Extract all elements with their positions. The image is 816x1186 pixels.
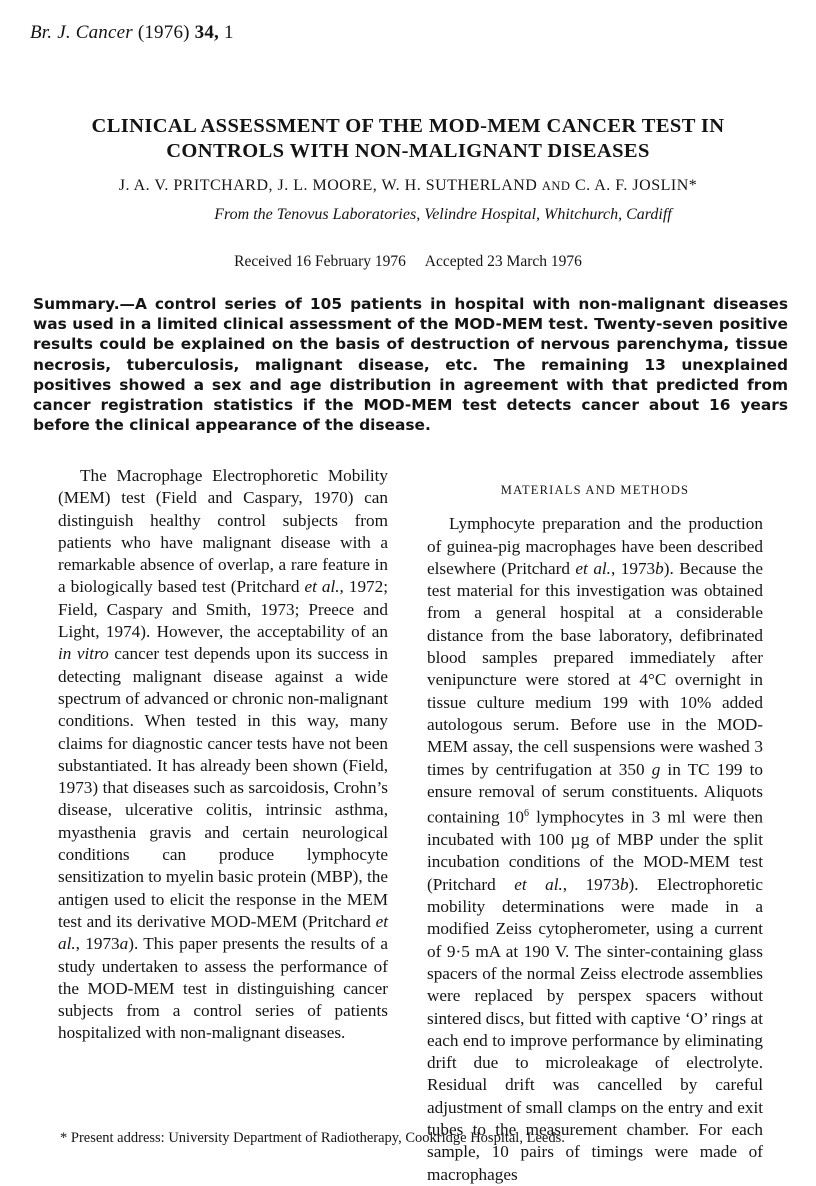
author-list	[0, 177, 816, 195]
received-dates	[0, 253, 816, 271]
text-run: The Macrophage Electrophoretic Mobility (MEM) test (Field and Caspary, 1970) can distinguish healthy control subjects from patients who have malignant disease with a remarkable absence of overlap, a rare feature in a biologically based test (Pritchard	[58, 466, 388, 597]
text-run: ). This paper presents the results of a study undertaken to assess the performance of the MOD-MEM test in distinguishing cancer subjects from a control series of patients hospitalized with non-malignant diseases.	[58, 934, 388, 1043]
text-run: Lymphocyte preparation and the production of guinea-pig macrophages have been described elsewhere (Pritchard	[427, 514, 763, 578]
section-heading: MATERIALS AND METHODS	[500, 483, 690, 497]
text-run-italic: b	[655, 558, 664, 578]
title-line-1: CLINICAL ASSESSMENT OF THE MOD-MEM CANCER TEST IN	[91, 115, 725, 137]
footnote: * Present address: University Department of Radiotherapy, Cookridge Hospital, Leeds.	[60, 1130, 565, 1146]
body-column-left	[58, 465, 388, 1045]
author-last: C. A. F. JOSLIN*	[574, 177, 698, 194]
journal-year: (1976)	[137, 22, 190, 43]
journal-name: Br. J. Cancer	[30, 22, 133, 43]
text-run: , 1973	[75, 934, 120, 954]
summary-label: Summary.—	[33, 295, 135, 313]
author-names: J. A. V. PRITCHARD, J. L. MOORE, W. H. SUTHERLAND	[118, 177, 538, 194]
journal-citation	[30, 22, 234, 44]
summary-text: A control series of 105 patients in hospital with non-malignant diseases was used in a limited clinical assessment of the MOD-MEM test. Twenty-seven positive results could be explained on the basis of destruction of nervous parenchyma, tissue necrosis, tuberculosis, malignant disease, etc. The remaining 13 unexplained positives showed a sex and age distribution in agreement with that predicted from cancer registration statistics if the MOD-MEM test detects cancer about 16 years before the clinical appearance of the disease.	[33, 295, 788, 435]
journal-volume: 34,	[194, 22, 219, 43]
received-date: Received 16 February 1976	[234, 253, 406, 270]
text-run: cancer test depends upon its success in detecting malignant disease against a wide spectrum of advanced or chronic non-malignant conditions. When tested in this way, many claims for diagnostic cancer tests have not been substantiated. It has already been shown (Field, 1973) that diseases such as sarcoidosis, Crohn’s disease, ulcerative colitis, intrinsic asthma, myasthenia gravis and certain neurological conditions can produce lymphocyte sensitization to myelin basic protein (MBP), the antigen used to elicit the response in the MEM test and its derivative MOD-MEM (Pritchard	[58, 644, 388, 931]
text-run: in TC 199 to ensure removal of serum constituents. Aliquots containing 10	[427, 759, 764, 827]
body-column-right	[427, 465, 763, 1186]
text-run: ). Because the test material for this investigation was obtained from a general hospital at a considerable distance from the base laboratory, defibrinated blood samples prepared immediately after venipuncture were stored at 4°C overnight in tissue culture medium 199 with 10% added autologous serum. Before use in the MOD-MEM assay, the cell suspensions were washed 3 times by centrifugation at 350	[427, 558, 764, 779]
methods-paragraph	[427, 513, 763, 1186]
affiliation: From the Tenovus Laboratories, Velindre Hospital, Whitchurch, Cardiff	[214, 206, 672, 223]
intro-paragraph	[58, 465, 388, 1045]
superscript: 6	[523, 808, 529, 820]
text-run: ). Electrophoretic mobility determinations were made in a modified Zeiss cytopherometer, using a current of 9·5 mA at 190 V. The sinter-containing glass spacers of the normal Zeiss electrode assemblies were replaced by perspex spacers without sintered discs, but fitted with captive ‘O’ rings at each end to improve performance by eliminating drift due to microleakage of electrolyte. Residual drift was cancelled by careful adjustment of small clamps on the entry and exit tubes to the measurement chamber. For each sample, 10 pairs of timings were made of macrophages	[427, 874, 763, 1184]
title-line-2: CONTROLS WITH NON-MALIGNANT DISEASES	[166, 140, 650, 162]
author-and: AND	[541, 179, 571, 193]
text-run-italic: et al.	[58, 911, 388, 954]
text-run: , 1973	[562, 874, 620, 894]
text-run-italic: et al.	[514, 874, 563, 894]
journal-page: 1	[223, 22, 234, 43]
summary-abstract	[33, 294, 788, 435]
text-run-italic: g	[651, 759, 661, 779]
text-run: lymphocytes in 3 ml were then incubated with 100 µg of MBP under the split incubation conditions of the MOD-MEM test (Pritchard	[427, 807, 763, 894]
text-run-italic: et al.	[575, 558, 611, 578]
text-run-italic: a	[119, 934, 129, 954]
paper-title	[60, 114, 756, 164]
text-run-italic: et al.	[304, 577, 340, 597]
text-run-italic: b	[619, 874, 629, 894]
text-run: , 1972; Field, Caspary and Smith, 1973; Preece and Light, 1974). However, the acceptability of an	[58, 577, 388, 642]
accepted-date: Accepted 23 March 1976	[424, 253, 582, 270]
text-run: , 1973	[610, 558, 656, 578]
text-run-italic: in vitro	[58, 644, 109, 664]
